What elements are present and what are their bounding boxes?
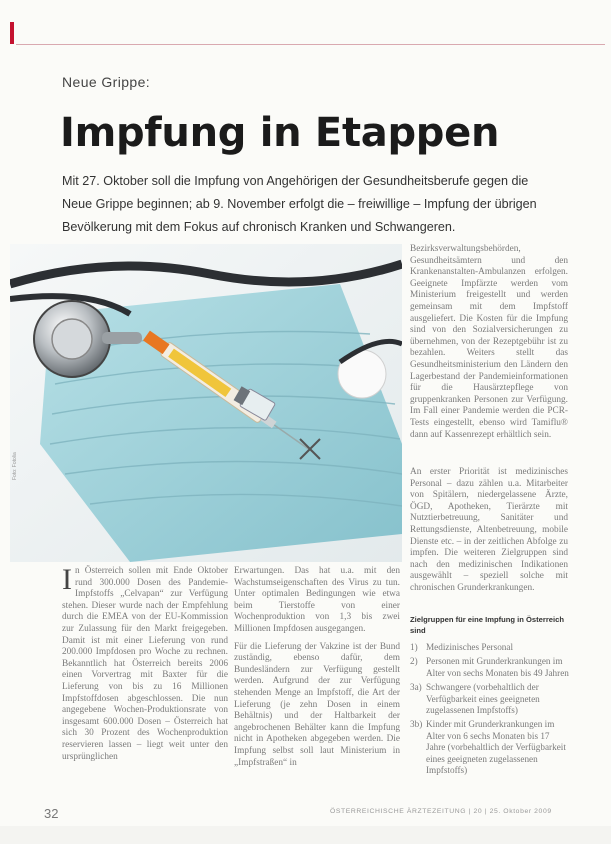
paragraph: Für die Lieferung der Vakzine ist der Bund zuständig, ebenso dafür, dem Bundesländern zur Verfügung gestellt werden. Aufgrund der zur Verfügung stehenden Menge an Impfstoff, die Art der Lieferung (je zehn Dosen in einem Behältnis) und der Haltbarkeit der angebrochenen Behälter kann die Impfung nicht in Apotheken abgegeben werden. Die Impfung selbst soll laut Ministerium in „Impfstraßen“ in <box>234 641 400 768</box>
paragraph: Erwartungen. Das hat u.a. mit den Wachstumseigenschaften des Virus zu tun. Unter optimalen Bedingungen wie etwa beim Tierstoffe von einer Wochenproduktion von 1,3 bis zwei Millionen Impfdosen ausgegangen. <box>234 566 400 634</box>
article-column-1 <box>62 563 228 769</box>
article-column-2 <box>234 566 400 775</box>
accent-bar <box>10 22 14 44</box>
paragraph: An erster Priorität ist medizinisches Personal – dazu zählen u.a. Mitarbeiter von Spitälern, niedergelassene Ärzte, ÖGD, Apotheken, Tierärzte mit Nutztierbetreuung, Sanitäter und Rettungsdienste, Altenbetreuung, mobile Dienste etc. – in der zeitlichen Abfolge zu impfen. Die weiteren Zielgruppen sind nach den medizinischen Indikationen ausgewählt – speziell solche mit chronischen Grunderkrankungen. <box>410 467 568 594</box>
list-item: 3a) Schwangere (vorbehaltlich der Verfügbarkeit eines geeigneten zugelassenen Impfstoffs) <box>410 682 540 716</box>
page-title: Impfung in Etappen <box>60 110 500 156</box>
photo-illustration <box>10 244 402 562</box>
lead-paragraph: Mit 27. Oktober soll die Impfung von Angehörigen der Gesundheitsberufe gegen die Neue Grippe beginnen; ab 9. November erfolgt die – freiwillige – Impfung der übrigen Bevölkerung mit dem Fokus auf chronisch Kranken und Schwangeren. <box>62 174 537 234</box>
header-rule <box>16 44 605 45</box>
footer-strip <box>0 826 611 844</box>
article-column-3 <box>410 244 568 601</box>
list-item: 3b) Kinder mit Grunderkrankungen im Alter von 6 sechs Monaten bis 17 Jahre (vorbehaltlich der Verfügbarkeit eines geeigneten zugelassenen Impfstoffs) <box>410 719 566 776</box>
stethoscope-syringe-photo <box>10 244 402 562</box>
list-item: 1) Medizinisches Personal <box>410 642 514 652</box>
drop-cap: I <box>62 563 72 596</box>
target-groups-box <box>410 614 570 779</box>
paragraph: Bezirksverwaltungsbehörden, Gesundheitsämtern und den Krankenanstalten-Ambulanzen erfolgen. Geeignete Impfärzte werden vom Ministerium freigestellt und werden gemeinsam mit dem Impfstoff ausgeliefert. Die Kosten für die Impfung sind von den Sozialversicherungen zu übernehmen, von der Rezeptgebühr ist zu bezahlen. Weiters stellt das Gesundheitsministerium den Ländern den Lagerbestand der Pandemieinformationen für die Hausärztepflege von gruppenkranken Personen zur Verfügung. Im Fall einer Pandemie werden die PCR-Tests eingestellt, ebenso wird Tamiflu® dann auf Kassenrezept erhältlich sein. <box>410 244 568 440</box>
paragraph <box>62 563 228 763</box>
target-group-list <box>410 642 570 776</box>
page-number: 32 <box>44 806 59 821</box>
paragraph-text: n Österreich sollen mit Ende Oktober rund 300.000 Dosen des Pandemie-Impfstoffs „Celvapan“ zur Verfügung stehen. Dieser wurde nach der Empfehlung durch die EMEA von der EU-Kommission zur Zulassung für den Markt freigegeben. Damit ist mit einer Lieferung von rund 200.000 Impfdosen pro Woche zu rechnen. Bekanntlich hat Österreich bereits 2006 einen Vorvertrag mit Baxter für die Lieferung von bis zu 16 Millionen Impfstoffdosen abgeschlossen. Die nun angegebene Wochen-Produktionsrate von insgesamt 600.000 Dosen – Österreich hat sich 30 Prozent des Wochenproduktion reservieren lassen – liegt weit unter den ursprünglichen <box>62 566 228 762</box>
list-item: 2) Personen mit Grunderkrankungen im Alter von sechs Monaten bis 49 Jahren <box>410 656 569 678</box>
kicker: Neue Grippe: <box>62 74 151 90</box>
box-title: Zielgruppen für eine Impfung in Österreich sind <box>410 615 564 635</box>
photo-credit: Foto: Fotolia <box>12 452 18 480</box>
publication-footer: ÖSTERREICHISCHE ÄRZTEZEITUNG | 20 | 25. Oktober 2009 <box>330 808 552 815</box>
